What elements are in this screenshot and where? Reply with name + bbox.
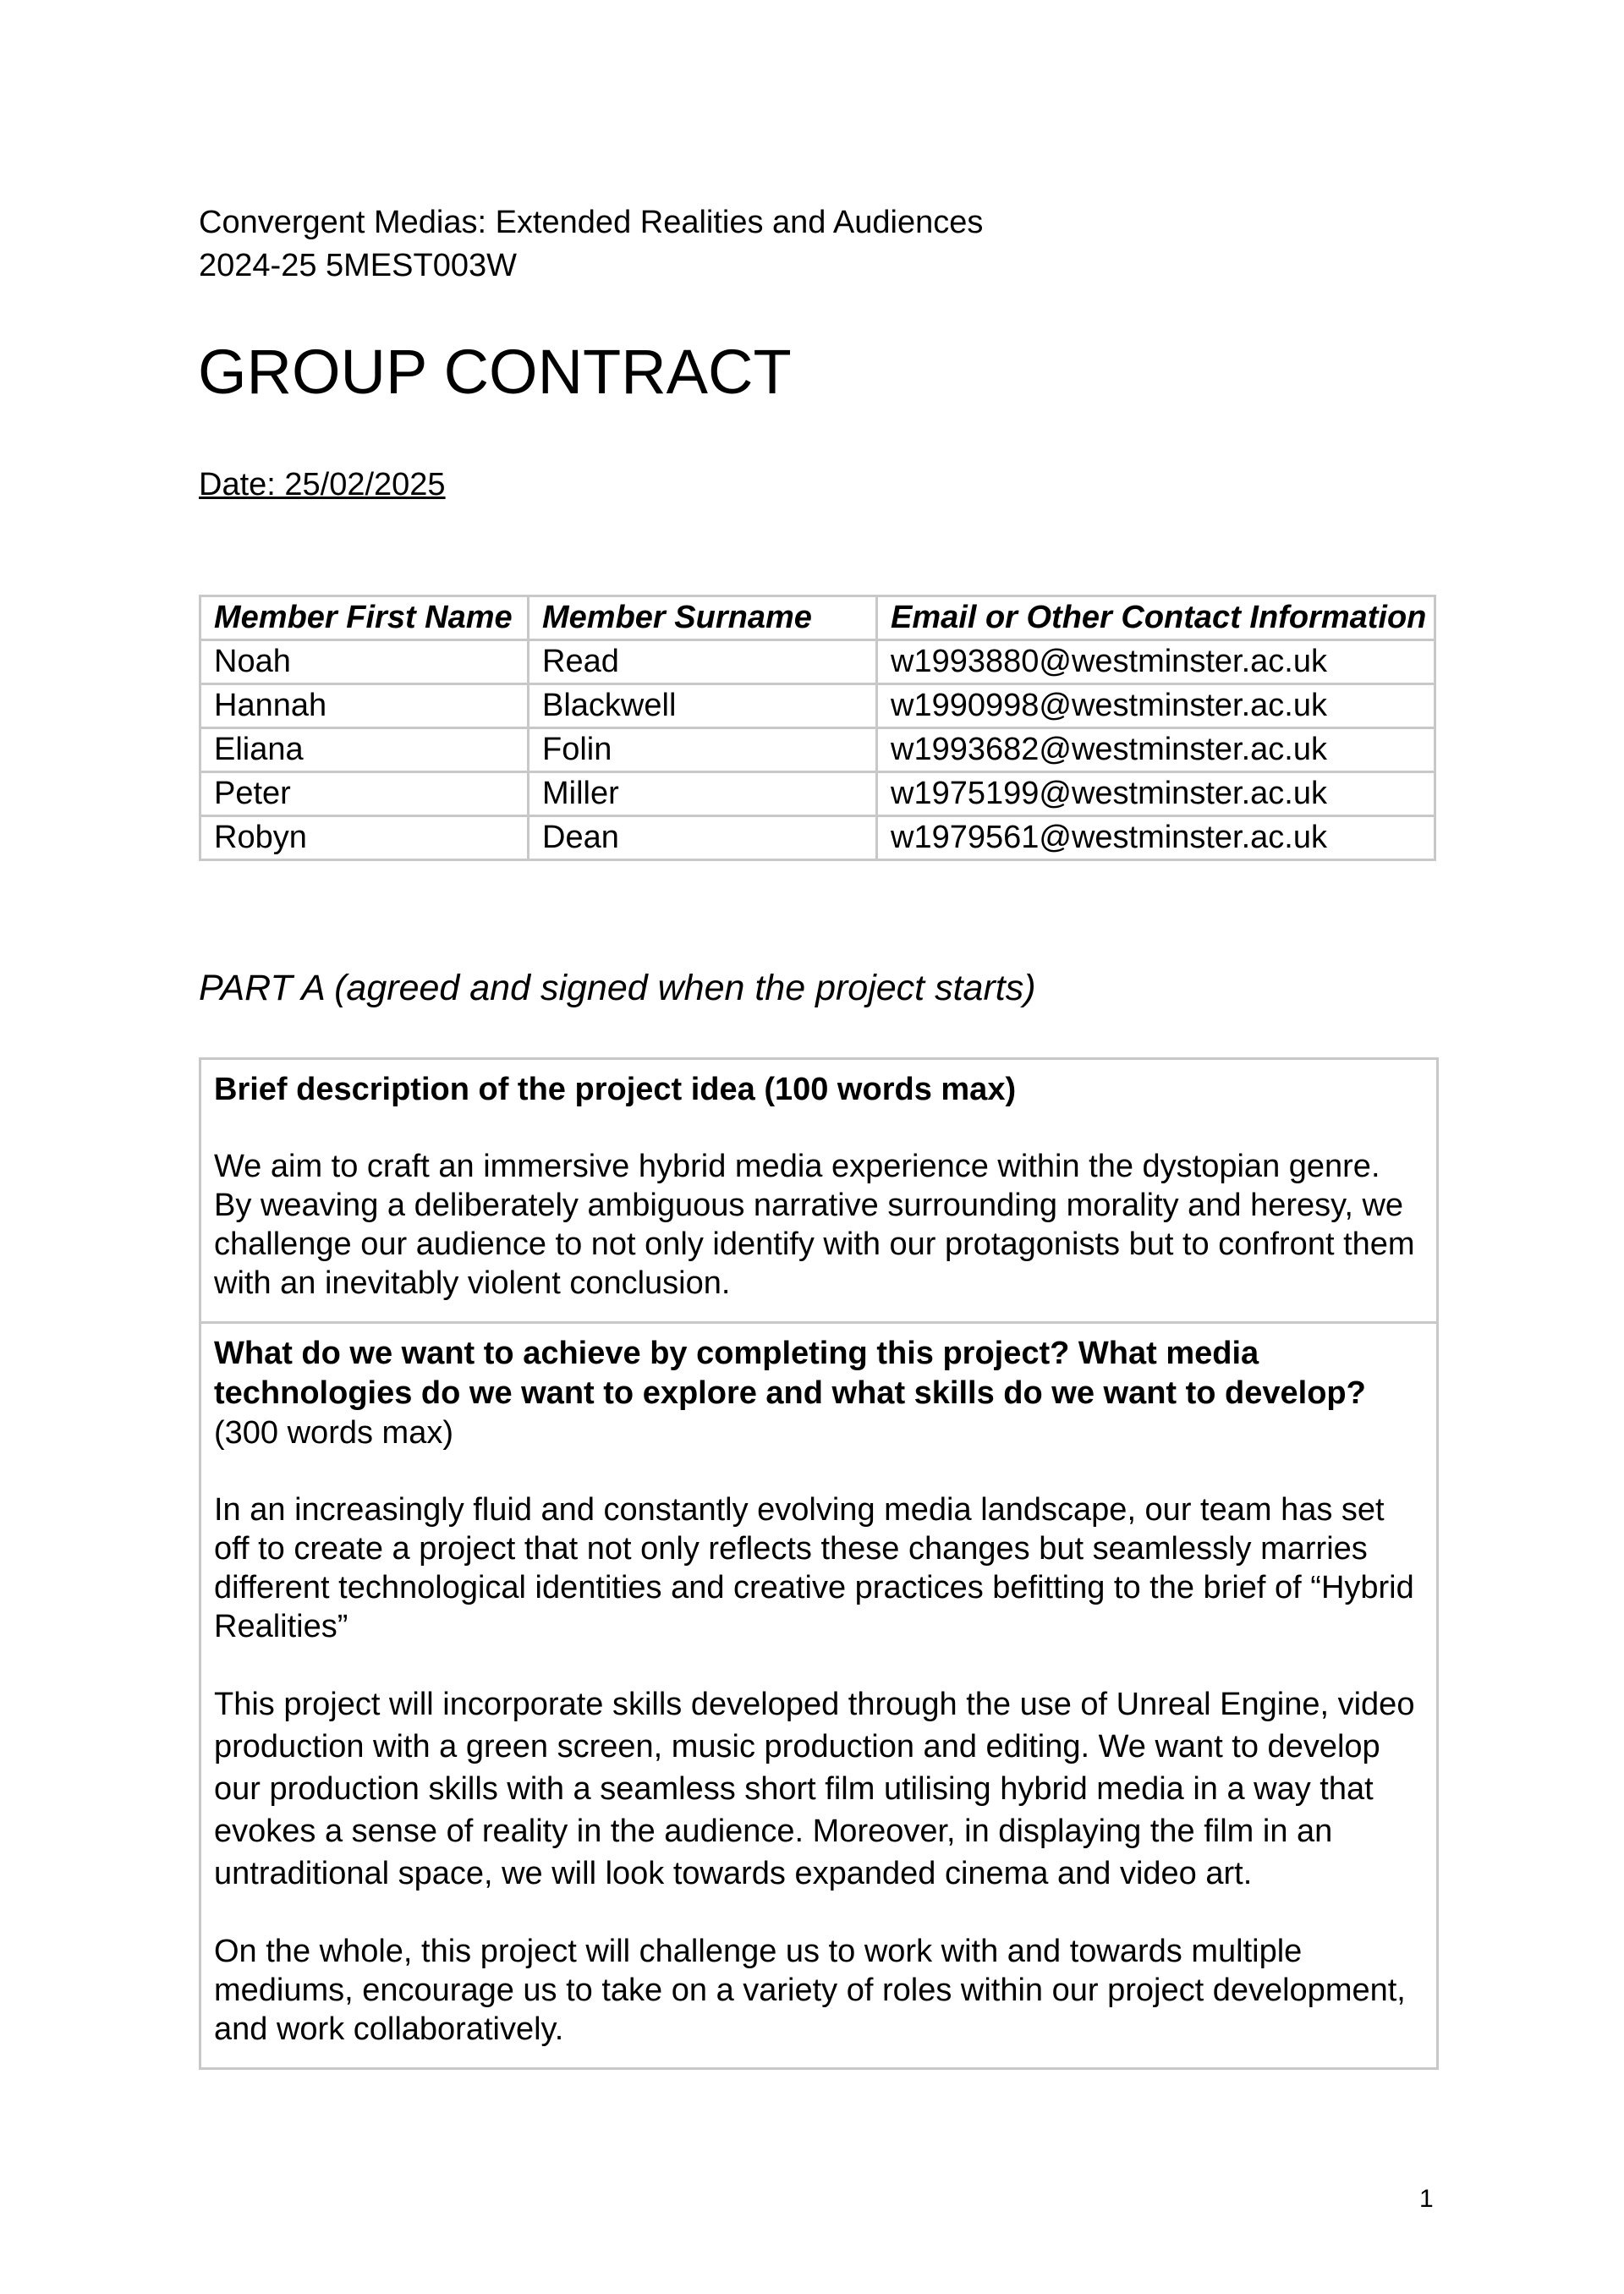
header-contact: Email or Other Contact Information — [877, 596, 1435, 640]
description-question: Brief description of the project idea (100 words max) — [214, 1072, 1017, 1107]
members-table — [199, 595, 1436, 861]
member-surname: Read — [529, 640, 877, 684]
member-surname: Dean — [529, 816, 877, 860]
member-first-name: Robyn — [200, 816, 529, 860]
goals-paragraph: On the whole, this project will challenge us to work with and towards multiple mediums, encourage us to take on a variety of roles within our project development, and work collaboratively. — [214, 1934, 1406, 2047]
goals-paragraph: In an increasingly fluid and constantly evolving media landscape, our team has set off to create a project that not only reflects these changes but seamlessly marries different technological identities and creative practices befitting to the brief of “Hybrid Realities” — [214, 1492, 1414, 1644]
header-first-name: Member First Name — [200, 596, 529, 640]
member-email: w1979561@westminster.ac.uk — [877, 816, 1435, 860]
table-row — [200, 816, 1435, 860]
table-row — [200, 772, 1435, 816]
member-email: w1993682@westminster.ac.uk — [877, 728, 1435, 772]
member-surname: Blackwell — [529, 684, 877, 728]
member-first-name: Eliana — [200, 728, 529, 772]
member-email: w1990998@westminster.ac.uk — [877, 684, 1435, 728]
page-number: 1 — [1419, 2185, 1434, 2213]
table-row — [200, 728, 1435, 772]
document-title: GROUP CONTRACT — [198, 337, 792, 407]
member-first-name: Hannah — [200, 684, 529, 728]
members-table-header — [200, 596, 1435, 640]
course-info — [199, 201, 983, 288]
contract-date: Date: 25/02/2025 — [199, 467, 446, 502]
goals-question: What do we want to achieve by completing this project? What media technologies do we want to explore and what skills do we want to develop? (300 words max) — [214, 1336, 1366, 1451]
table-row — [200, 640, 1435, 684]
member-first-name: Peter — [200, 772, 529, 816]
table-row — [200, 684, 1435, 728]
part-a-box — [199, 1057, 1439, 2070]
goals-paragraph: This project will incorporate skills developed through the use of Unreal Engine, video production with a green screen, music production and editing. We want to develop our production skills with a seamless short film utilising hybrid media in a way that evokes a sense of reality in the audience. Moreover, in displaying the film in an untraditional space, we will look towards expanded cinema and video art. — [214, 1687, 1415, 1891]
description-answer: We aim to craft an immersive hybrid media experience within the dystopian genre. By weaving a deliberately ambiguous narrative surrounding morality and heresy, we challenge our audience to not only identify with our protagonists but to confront them with an inevitably violent conclusion. — [214, 1149, 1415, 1301]
project-description-section — [201, 1060, 1436, 1321]
course-title: Convergent Medias: Extended Realities and Audiences — [199, 205, 984, 240]
member-surname: Folin — [529, 728, 877, 772]
member-email: w1993880@westminster.ac.uk — [877, 640, 1435, 684]
project-goals-section — [201, 1321, 1436, 2067]
course-code: 2024-25 5MEST003W — [199, 248, 517, 283]
header-surname: Member Surname — [529, 596, 877, 640]
member-email: w1975199@westminster.ac.uk — [877, 772, 1435, 816]
part-a-heading: PART A (agreed and signed when the project starts) — [199, 968, 1036, 1008]
member-surname: Miller — [529, 772, 877, 816]
member-first-name: Noah — [200, 640, 529, 684]
